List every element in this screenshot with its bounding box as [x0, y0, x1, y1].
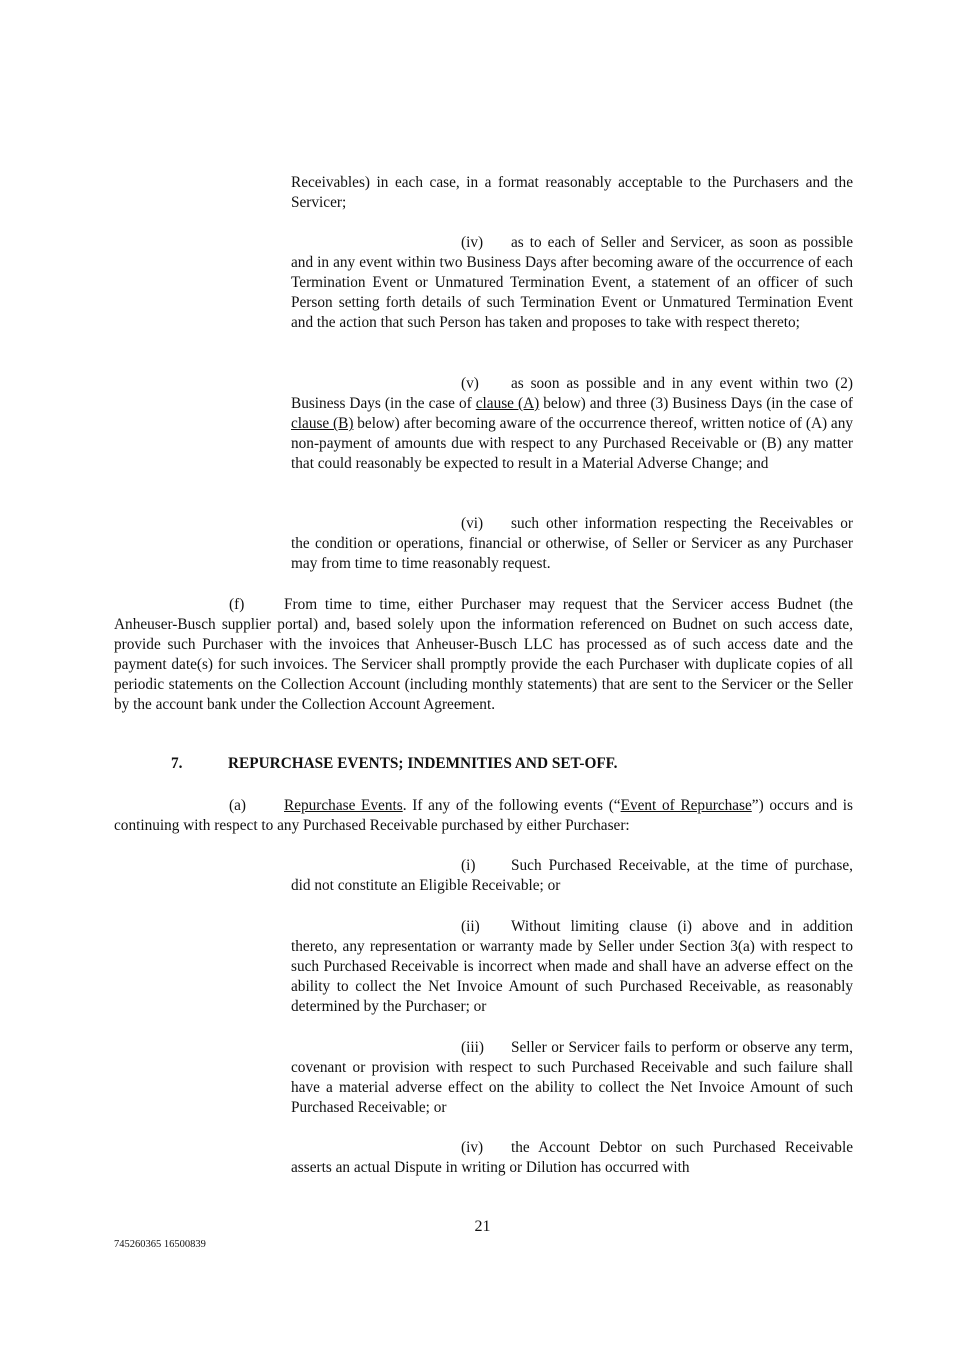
page-number: 21: [474, 1218, 491, 1235]
paragraph-iv: [291, 233, 853, 333]
item-label: (ii): [461, 918, 480, 935]
item-label: (f): [229, 596, 245, 613]
paragraph-text: such other information respecting the Receivables or the condition or operations, financial or otherwise, of Seller or Servicer as any Purchaser may from time to time reasonably request.: [291, 515, 853, 572]
paragraph-text: Such Purchased Receivable, at the time of purchase, did not constitute an Eligible Receivable; or: [291, 857, 853, 894]
paragraph-text: From time to time, either Purchaser may request that the Servicer access Budnet (the Anheuser-Busch supplier portal) and, based solely upon the information referenced on Budnet on such access date, provide such Purchaser with the invoices that Anheuser-Busch LLC has processed as of such access date and the payment date(s) for such invoices. The Servicer shall promptly provide the each Purchaser with duplicate copies of all periodic statements on the Collection Account (including monthly statements) that are sent to the Servicer or the Seller by the account bank under the Collection Account Agreement.: [114, 596, 853, 713]
section-number: 7.: [171, 755, 183, 772]
section-7-heading: [171, 754, 617, 774]
paragraph-repurchase-ii: [291, 917, 853, 1017]
paragraph-repurchase-i: [291, 856, 853, 896]
paragraph-text: as to each of Seller and Servicer, as soon as possible and in any event within two Business Days after becoming aware of the occurrence of each Termination Event or Unmatured Termination Event, a statement of an officer of such Person setting forth details of such Termination Event or Unmatured Termination Event and the action that such Person has taken and proposes to take with respect thereto;: [291, 234, 853, 331]
paragraph-text: below) and three (3) Business Days (in the case of: [539, 395, 854, 412]
paragraph-text: Receivables) in each case, in a format reasonably acceptable to the Purchasers and the Servicer;: [291, 174, 853, 211]
paragraph-text: . If any of the following events (“: [402, 797, 621, 814]
item-label: (iii): [461, 1039, 484, 1056]
paragraph-v: [291, 374, 853, 474]
item-label: (iv): [461, 1139, 484, 1156]
clause-b-reference: clause (B): [291, 415, 354, 432]
paragraph-text: ”) occurs and is continuing with respect to any Purchased Receivable purchased by either Purchaser:: [114, 797, 854, 834]
item-label: (v): [461, 375, 479, 392]
clause-a-reference: clause (A): [475, 395, 540, 412]
caption-repurchase-events: Repurchase Events: [284, 797, 403, 814]
paragraph-text: Without limiting clause (i) above and in addition thereto, any representation or warranty made by Seller under Section 3(a) with respect to such Purchased Receivable is incorrect when made and shall have an adverse effect on the ability to collect the Net Invoice Amount of such Purchased Receivable, as reasonably determined by the Purchaser; or: [291, 918, 853, 1015]
defined-term: Event of Repurchase: [620, 797, 752, 814]
item-label: (iv): [461, 234, 484, 251]
paragraph-text: below) after becoming aware of the occurrence thereof, written notice of (A) any non-payment of amounts due with respect to any Purchased Receivable or (B) any matter that could reasonably be expected to result in a Material Adverse Change; and: [291, 415, 853, 472]
document-id: 745260365 16500839: [114, 1239, 206, 1250]
paragraph-text: as soon as possible and in any event within two (2) Business Days (in the case of: [291, 375, 853, 412]
item-label: (i): [461, 857, 476, 874]
paragraph-repurchase-iii: [291, 1038, 853, 1118]
paragraph-text: Seller or Servicer fails to perform or observe any term, covenant or provision with respect to such Purchased Receivable and such failure shall have a material adverse effect on the ability to collect the Net Invoice Amount of such Purchased Receivable; or: [291, 1039, 853, 1116]
paragraph-text: the Account Debtor on such Purchased Receivable asserts an actual Dispute in writing or Dilution has occurred with: [291, 1139, 853, 1176]
paragraph-f: [114, 595, 853, 715]
paragraph-a: [114, 796, 853, 836]
item-label: (a): [229, 797, 246, 814]
paragraph-repurchase-iv: [291, 1138, 853, 1178]
paragraph-iii-continuation: [291, 173, 853, 213]
item-label: (vi): [461, 515, 484, 532]
section-title: REPURCHASE EVENTS; INDEMNITIES AND SET-OFF.: [228, 755, 618, 772]
paragraph-vi: [291, 514, 853, 574]
